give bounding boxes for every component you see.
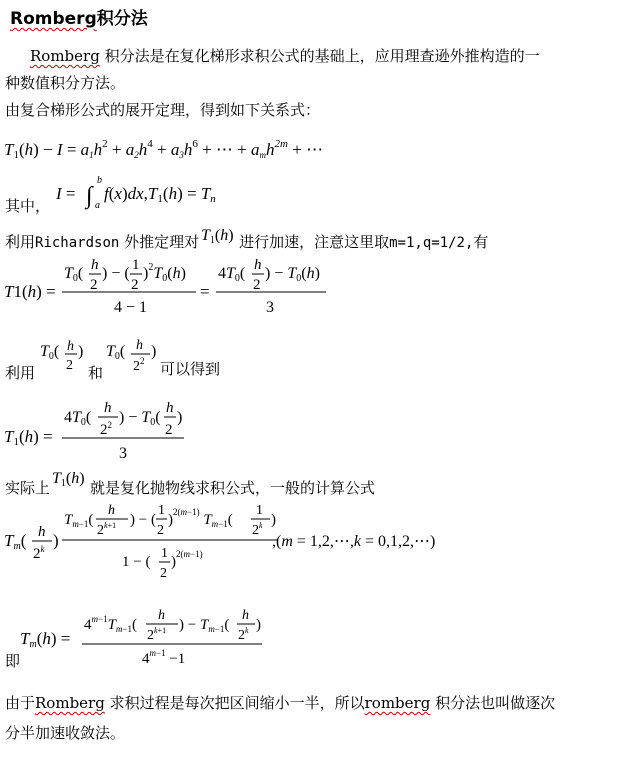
conclusion-line-1: 由于Romberg 求积过程是每次把区间缩小一半，所以romberg 积分法也叫做逐次 <box>5 694 556 712</box>
svg-text:) − Tm−1(: ) − $T_m-1$( <box>179 617 230 634</box>
svg-text:): ) <box>151 343 157 360</box>
svg-text:a: a <box>95 200 100 211</box>
svg-text:2k: 2$^k$ <box>252 521 263 538</box>
final-formula <box>20 607 280 671</box>
svg-text:) − T0(: ) − T0( <box>119 409 161 428</box>
general-formula <box>4 500 464 592</box>
svg-text:) − T0(h): ) − T0(h) <box>265 265 320 284</box>
where-label: 其中， <box>5 197 51 215</box>
svg-text:) − (: ) − ( <box>102 265 130 282</box>
svg-text:4 − 1: 4 − 1 <box>114 299 148 316</box>
svg-text:22: $2^2$ <box>133 356 145 374</box>
richardson-formula <box>4 254 334 324</box>
simpson-line: 实际上 T1(h) 就是复化抛物线求积公式，一般的计算公式 <box>5 470 376 497</box>
svg-text:=: = <box>200 282 210 301</box>
svg-text:)2(m−1) Tm−1(: )$^{2(}$m−1) $T_m-1$( <box>168 507 233 529</box>
use-line-prefix: 利用 <box>5 364 36 382</box>
svg-text:T0(: T0( <box>40 343 60 362</box>
svg-text:2: 2 <box>131 277 139 293</box>
svg-text:f(x)dx,T1(h) = Tn: f(x)dx,T1(h) = Tn <box>104 184 216 205</box>
use-line-suffix: 可以得到 <box>160 360 221 378</box>
svg-text:): ) <box>177 409 183 426</box>
svg-text:,(m = 1,2,⋯,k = 0,1,2,⋯): ,(m = 1,2,⋯,k = 0,1,2,⋯) <box>272 533 436 550</box>
svg-text:h: h <box>158 608 165 623</box>
svg-text:): ) <box>256 617 261 633</box>
svg-text:Tm−1(: $T_m-1$( <box>64 512 94 529</box>
svg-text:)2T0(h): )$^2$T0(h) <box>143 262 186 284</box>
svg-text:T0(: T0( <box>106 343 126 362</box>
t1h-inline-2 <box>50 469 90 491</box>
svg-text:∫: ∫ <box>86 183 93 209</box>
svg-text:2k+1: $2^k+1$ <box>147 626 167 643</box>
svg-text:h: h <box>91 257 99 273</box>
svg-text:): ) <box>53 531 59 550</box>
page-title: Romberg积分法 <box>10 9 148 29</box>
svg-text:2k: 2$^k$ <box>238 626 249 643</box>
svg-text:2: 2 <box>66 358 73 373</box>
richardson-line: 利用Richardson 外推定理对 T1(h) 进行加速，注意这里取m=1,q=1/2,有 <box>5 227 489 251</box>
svg-text:): ) <box>271 512 276 528</box>
svg-text:Tm(h) =: Tm(h) = <box>20 629 71 650</box>
ie-label: 即 <box>5 652 21 670</box>
svg-text:I =: I = <box>56 184 76 203</box>
expansion-intro: 由复合梯形公式的展开定理，得到如下关系式： <box>5 101 321 119</box>
svg-text:): ) <box>78 343 84 360</box>
conclusion-line-2: 分半加速收敛法。 <box>5 724 126 742</box>
svg-text:h: h <box>242 608 249 623</box>
t0-h2-inline <box>40 338 88 378</box>
svg-text:4T0(: 4T0( <box>218 265 246 284</box>
svg-text:1 − (: 1 − ( <box>122 554 151 570</box>
svg-text:1: 1 <box>132 257 140 273</box>
svg-text:2: 2 <box>165 422 173 438</box>
svg-text:)2(m−1): )$^{2(}$m−1) <box>171 549 203 570</box>
svg-text:1: 1 <box>158 503 165 518</box>
t0-h22-inline <box>106 335 162 379</box>
svg-text:22: $2^2$ <box>100 420 112 438</box>
svg-text:3: 3 <box>119 445 127 462</box>
svg-text:4m−1Tm−1(: $4^m-1T_m-1$( <box>84 614 137 634</box>
svg-text:2: 2 <box>157 523 164 538</box>
svg-text:4T0(: 4T0( <box>64 409 92 428</box>
intro-line-2: 种数值积分方法。 <box>5 74 126 92</box>
svg-text:Tm(: Tm( <box>4 531 27 552</box>
svg-text:) − (: ) − ( <box>130 512 156 528</box>
svg-text:h: h <box>254 257 262 273</box>
svg-text:2: 2 <box>253 277 261 293</box>
t1h-inline <box>199 227 239 249</box>
intro-line-1: Romberg 积分法是在复化梯形求积公式的基础上，应用理查逊外推构造的一 <box>30 47 540 65</box>
svg-text:T1(h) =: T1(h) = <box>4 427 53 448</box>
svg-text:h: h <box>67 339 74 354</box>
svg-text:T0(: T0( <box>64 265 84 284</box>
svg-text:h: h <box>136 338 143 353</box>
svg-text:2k: 2$^k$ <box>33 544 45 562</box>
svg-text:T1(h) =: T1(h) = <box>4 282 56 301</box>
svg-text:h: h <box>104 400 112 416</box>
svg-text:T1(h): T1(h) <box>52 470 85 489</box>
svg-text:4m−1 −1: $4^m-1 -1$ <box>142 648 186 667</box>
use-line-and: 和 <box>88 364 104 382</box>
svg-text:1: 1 <box>256 503 263 518</box>
svg-text:T1(h) − I = a1h2 + a2h4 + a3h6: $T1(h) - I = a1h^2 + a2h^4 + a3h^6$ + ⋯ + amh$^{2m}$ + ⋯ <box>4 138 324 161</box>
simpson-formula <box>4 398 194 464</box>
svg-text:h: h <box>38 524 46 540</box>
svg-text:h: h <box>166 400 174 416</box>
svg-text:T1(h): T1(h) <box>201 227 234 246</box>
svg-text:3: 3 <box>266 299 274 316</box>
svg-text:1: 1 <box>161 546 168 561</box>
svg-text:b: b <box>97 175 102 186</box>
svg-text:h: h <box>108 503 115 518</box>
svg-text:2: 2 <box>160 566 167 581</box>
expansion-formula <box>4 128 364 168</box>
svg-text:2: 2 <box>90 277 98 293</box>
definition-formula <box>56 170 256 216</box>
svg-text:2k+1: $2^k+1$ <box>97 521 117 538</box>
